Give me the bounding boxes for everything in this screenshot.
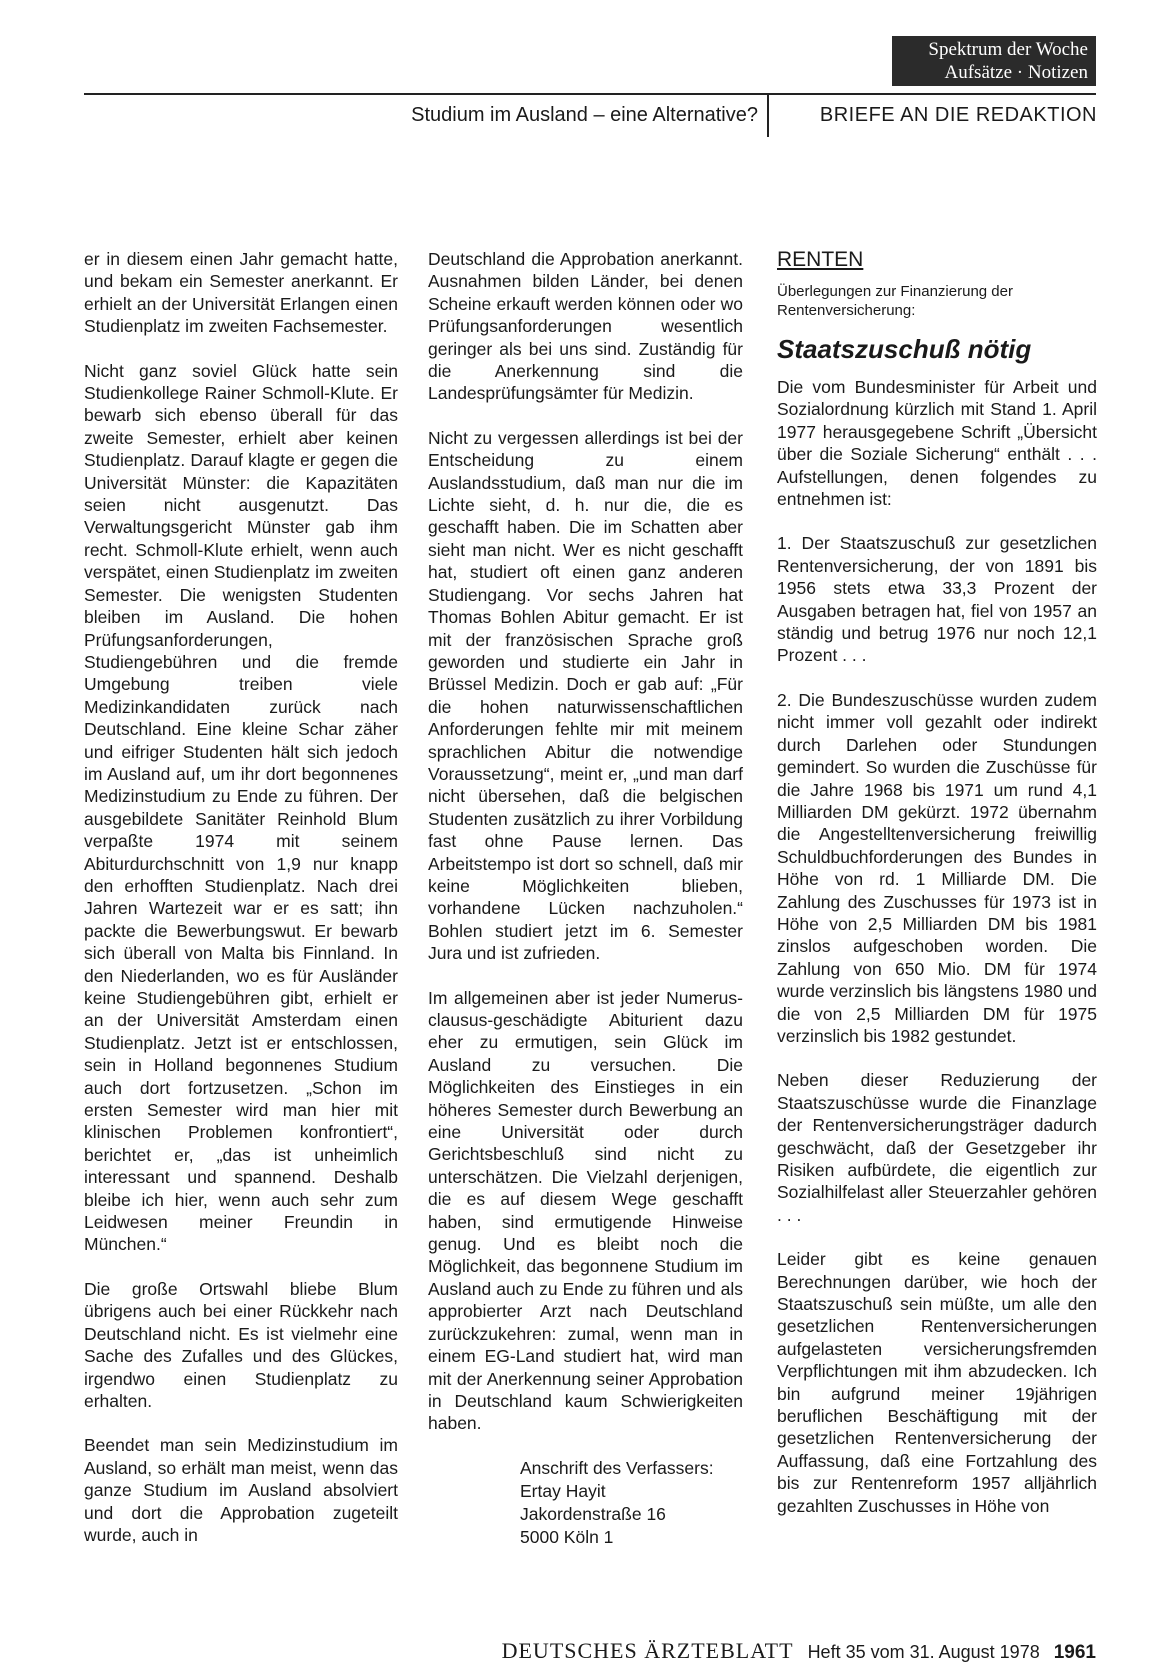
issue-info: Heft 35 vom 31. August 1978 bbox=[807, 1642, 1040, 1662]
paragraph: Die vom Bundesminister für Arbeit und Sozialordnung kürzlich mit Stand 1. April 1977 herausgegebene Schrift „Übersicht über die Soziale Sicherung“ enthält . . . Aufstellungen, denen folgendes zu entnehmen ist: bbox=[777, 377, 1097, 510]
paragraph: 2. Die Bundeszuschüsse wurden zudem nicht immer voll gezahlt oder indirekt durch Darlehen oder Stundungen gemindert. So wurden die Zuschüsse für die Jahre 1968 bis 1971 um rund 4,1 Milliarden DM gekürzt. 1972 übernahm die Angestelltenversicherung freiwillig Schuldbuchforderungen des Bundes in Höhe von rd. 1 Milliarde DM. Die Zahlung des Zuschusses für 1973 ist in Höhe von 2,5 Milliarden DM bis 1981 zinslos aufgeschoben worden. Die Zahlung von 650 Mio. DM für 1974 wurde verzinslich bis längstens 1980 und die von 2,5 Milliarden DM für 1975 verzinslich bis 1982 gestundet. bbox=[777, 689, 1097, 1046]
letter-section-label: RENTEN bbox=[777, 248, 864, 271]
header-divider bbox=[767, 95, 769, 137]
section-badge bbox=[892, 36, 1096, 86]
address-line: Ertay Hayit bbox=[520, 1480, 606, 1501]
paragraph: Im allgemeinen aber ist jeder Numerus-clausus-geschädigte Abiturient dazu eher zu ermutigen, sein Glück im Ausland zu versuchen. Die Möglichkeiten des Einstieges in ein höheres Semester durch Bewerbung an eine Universität oder durch Gerichtsbeschluß sind nicht zu unterschätzen. Die Vielzahl derjenigen, die es auf diesem Wege geschafft haben, sind ermutigende Hinweise genug. Und es bleibt noch die Möglichkeit, das begonnene Studium im Ausland auch zu Ende zu führen und als approbierter Arzt nach Deutschland zurückzukehren: zumal, wenn man in einem EG-Land studiert hat, wird man mit der Anerkennung seiner Approbation in Deutschland kaum Schwierigkeiten haben. bbox=[428, 987, 743, 1434]
paragraph: Neben dieser Reduzierung der Staatszuschüsse wurde die Finanzlage der Rentenversicherungsträger dadurch geschwächt, daß der Gesetzgeber ihr Risiken aufbürdete, die eigentlich zur Sozialhilfelast aller Steuerzahler gehören . . . bbox=[777, 1070, 1097, 1225]
paragraph: Deutschland die Approbation anerkannt. Ausnahmen bilden Länder, bei denen Scheine erkauft werden können oder wo Prüfungsanforderungen wesentlich geringer als bei uns sind. Zuständig für die Anerkennung sind die Landesprüfungsämter für Medizin. bbox=[428, 249, 743, 404]
address-line: 5000 Köln 1 bbox=[520, 1526, 614, 1547]
badge-line-1: Spektrum der Woche bbox=[928, 39, 1088, 60]
article-column-1 bbox=[84, 248, 398, 1568]
article-column-2 bbox=[428, 248, 743, 1549]
badge-line-2: Aufsätze · Notizen bbox=[944, 62, 1088, 83]
paragraph: er in diesem einen Jahr gemacht hatte, und bekam ein Semester anerkannt. Er erhielt an der Universität Erlangen einen Studienplatz im zweiten Fachsemester. bbox=[84, 249, 398, 337]
paragraph: Beendet man sein Medizinstudium im Ausland, so erhält man meist, wenn das ganze Studium im Ausland absolviert und dort die Approbation zugeteilt wurde, auch in bbox=[84, 1435, 398, 1545]
article-running-title: Studium im Ausland – eine Alternative? bbox=[411, 104, 758, 126]
address-line: Jakordenstraße 16 bbox=[520, 1503, 666, 1524]
letters-column bbox=[777, 248, 1097, 1539]
section-running-title: BRIEFE AN DIE REDAKTION bbox=[819, 104, 1097, 126]
letter-headline: Staatszuschuß nötig bbox=[777, 334, 1032, 364]
paragraph: 1. Der Staatszuschuß zur gesetzlichen Rentenversicherung, der von 1891 bis 1956 stets etwa 33,3 Prozent der Ausgaben betragen hat, fiel von 1957 an ständig und betrug 1976 nur noch 12,1 Prozent . . . bbox=[777, 533, 1097, 666]
letter-subhead: Überlegungen zur Finanzierung der Rentenversicherung: bbox=[777, 283, 1013, 319]
page-number: 1961 bbox=[1053, 1642, 1096, 1663]
page-footer bbox=[440, 1638, 1096, 1664]
author-address bbox=[520, 1457, 743, 1549]
paragraph: Die große Ortswahl bliebe Blum übrigens auch bei einer Rückkehr nach Deutschland nicht. Es ist vielmehr eine Sache des Zufalles und des Glückes, irgendwo einen Studienplatz zu erhalten. bbox=[84, 1278, 398, 1411]
header-rule bbox=[84, 93, 1096, 95]
journal-name: DEUTSCHES ÄRZTEBLATT bbox=[501, 1638, 794, 1663]
paragraph: Nicht zu vergessen allerdings ist bei der Entscheidung zu einem Auslandsstudium, daß man nur die im Lichte sieht, d. h. nur die, die es geschafft haben. Die im Schatten aber sieht man nicht. Wer es nicht geschafft hat, studiert oft einen ganz anderen Studiengang. Vor sechs Jahren hat Thomas Bohlen Abitur gemacht. Er ist mit der französischen Sprache groß geworden und studierte ein Jahr in Brüssel Medizin. Doch er gab auf: „Für die hohen naturwissenschaftlichen Anforderungen fehlte mir mit meinem sprachlichen Abitur die notwendige Voraussetzung“, meint er, „und man darf nicht übersehen, daß die belgischen Studenten zusätzlich zu ihrer Vorbildung fast ohne Pause lernen. Das Arbeitstempo ist dort so schnell, daß mir keine Möglichkeiten blieben, vorhandene Lücken nachzuholen.“ Bohlen studiert jetzt im 6. Semester Jura und ist zufrieden. bbox=[428, 427, 743, 964]
paragraph: Leider gibt es keine genauen Berechnungen darüber, wie hoch der Staatszuschuß sein müßte, um alle den gesetzlichen Rentenversicherungen aufgelasteten versicherungsfremden Verpflichtungen mit ihm abzudecken. Ich bin aufgrund meiner 19jährigen beruflichen Beschäftigung mit der gesetzlichen Rentenversicherung der Auffassung, daß eine Fortzahlung des bis zur Rentenreform 1957 alljährlich gezahlten Zuschusses in Höhe von bbox=[777, 1249, 1097, 1516]
address-line: Anschrift des Verfassers: bbox=[520, 1457, 714, 1478]
paragraph: Nicht ganz soviel Glück hatte sein Studienkollege Rainer Schmoll-Klute. Er bewarb sich ebenso überall für das zweite Semester, erhielt aber keinen Studienplatz. Darauf klagte er gegen die Universität Münster: die Kapazitäten seien nicht ausgenutzt. Das Verwaltungsgericht Münster gab ihm recht. Schmoll-Klute erhielt, wenn auch verspätet, einen Studienplatz im zweiten Semester. Die wenigsten Studenten bleiben im Ausland. Die hohen Prüfungsanforderungen, Studiengebühren und die fremde Umgebung treiben viele Medizinkandidaten zurück nach Deutschland. Eine kleine Schar zäher und eifriger Studenten hält sich jedoch im Ausland auf, um ihr dort begonnenes Medizinstudium zu Ende zu führen. Der ausgebildete Sanitäter Reinhold Blum verpaßte 1974 mit seinem Abiturdurchschnitt von 1,9 nur knapp den erhofften Studienplatz. Nach drei Jahren Wartezeit war er es satt; ihn packte die Bewerbungswut. Er bewarb sich überall von Malta bis Finnland. In den Niederlanden, wo es für Ausländer keine Studiengebühren gibt, erhielt er an der Universität Amsterdam einen Studienplatz. Jetzt ist er entschlossen, sein in Holland begonnenes Studium auch dort fortzusetzen. „Schon im ersten Semester wird man hier mit klinischen Problemen konfrontiert“, berichtet er, „das ist unheimlich interessant und spannend. Deshalb bleibe ich hier, wenn auch sehr zum Leidwesen meiner Freundin in München.“ bbox=[84, 360, 398, 1255]
